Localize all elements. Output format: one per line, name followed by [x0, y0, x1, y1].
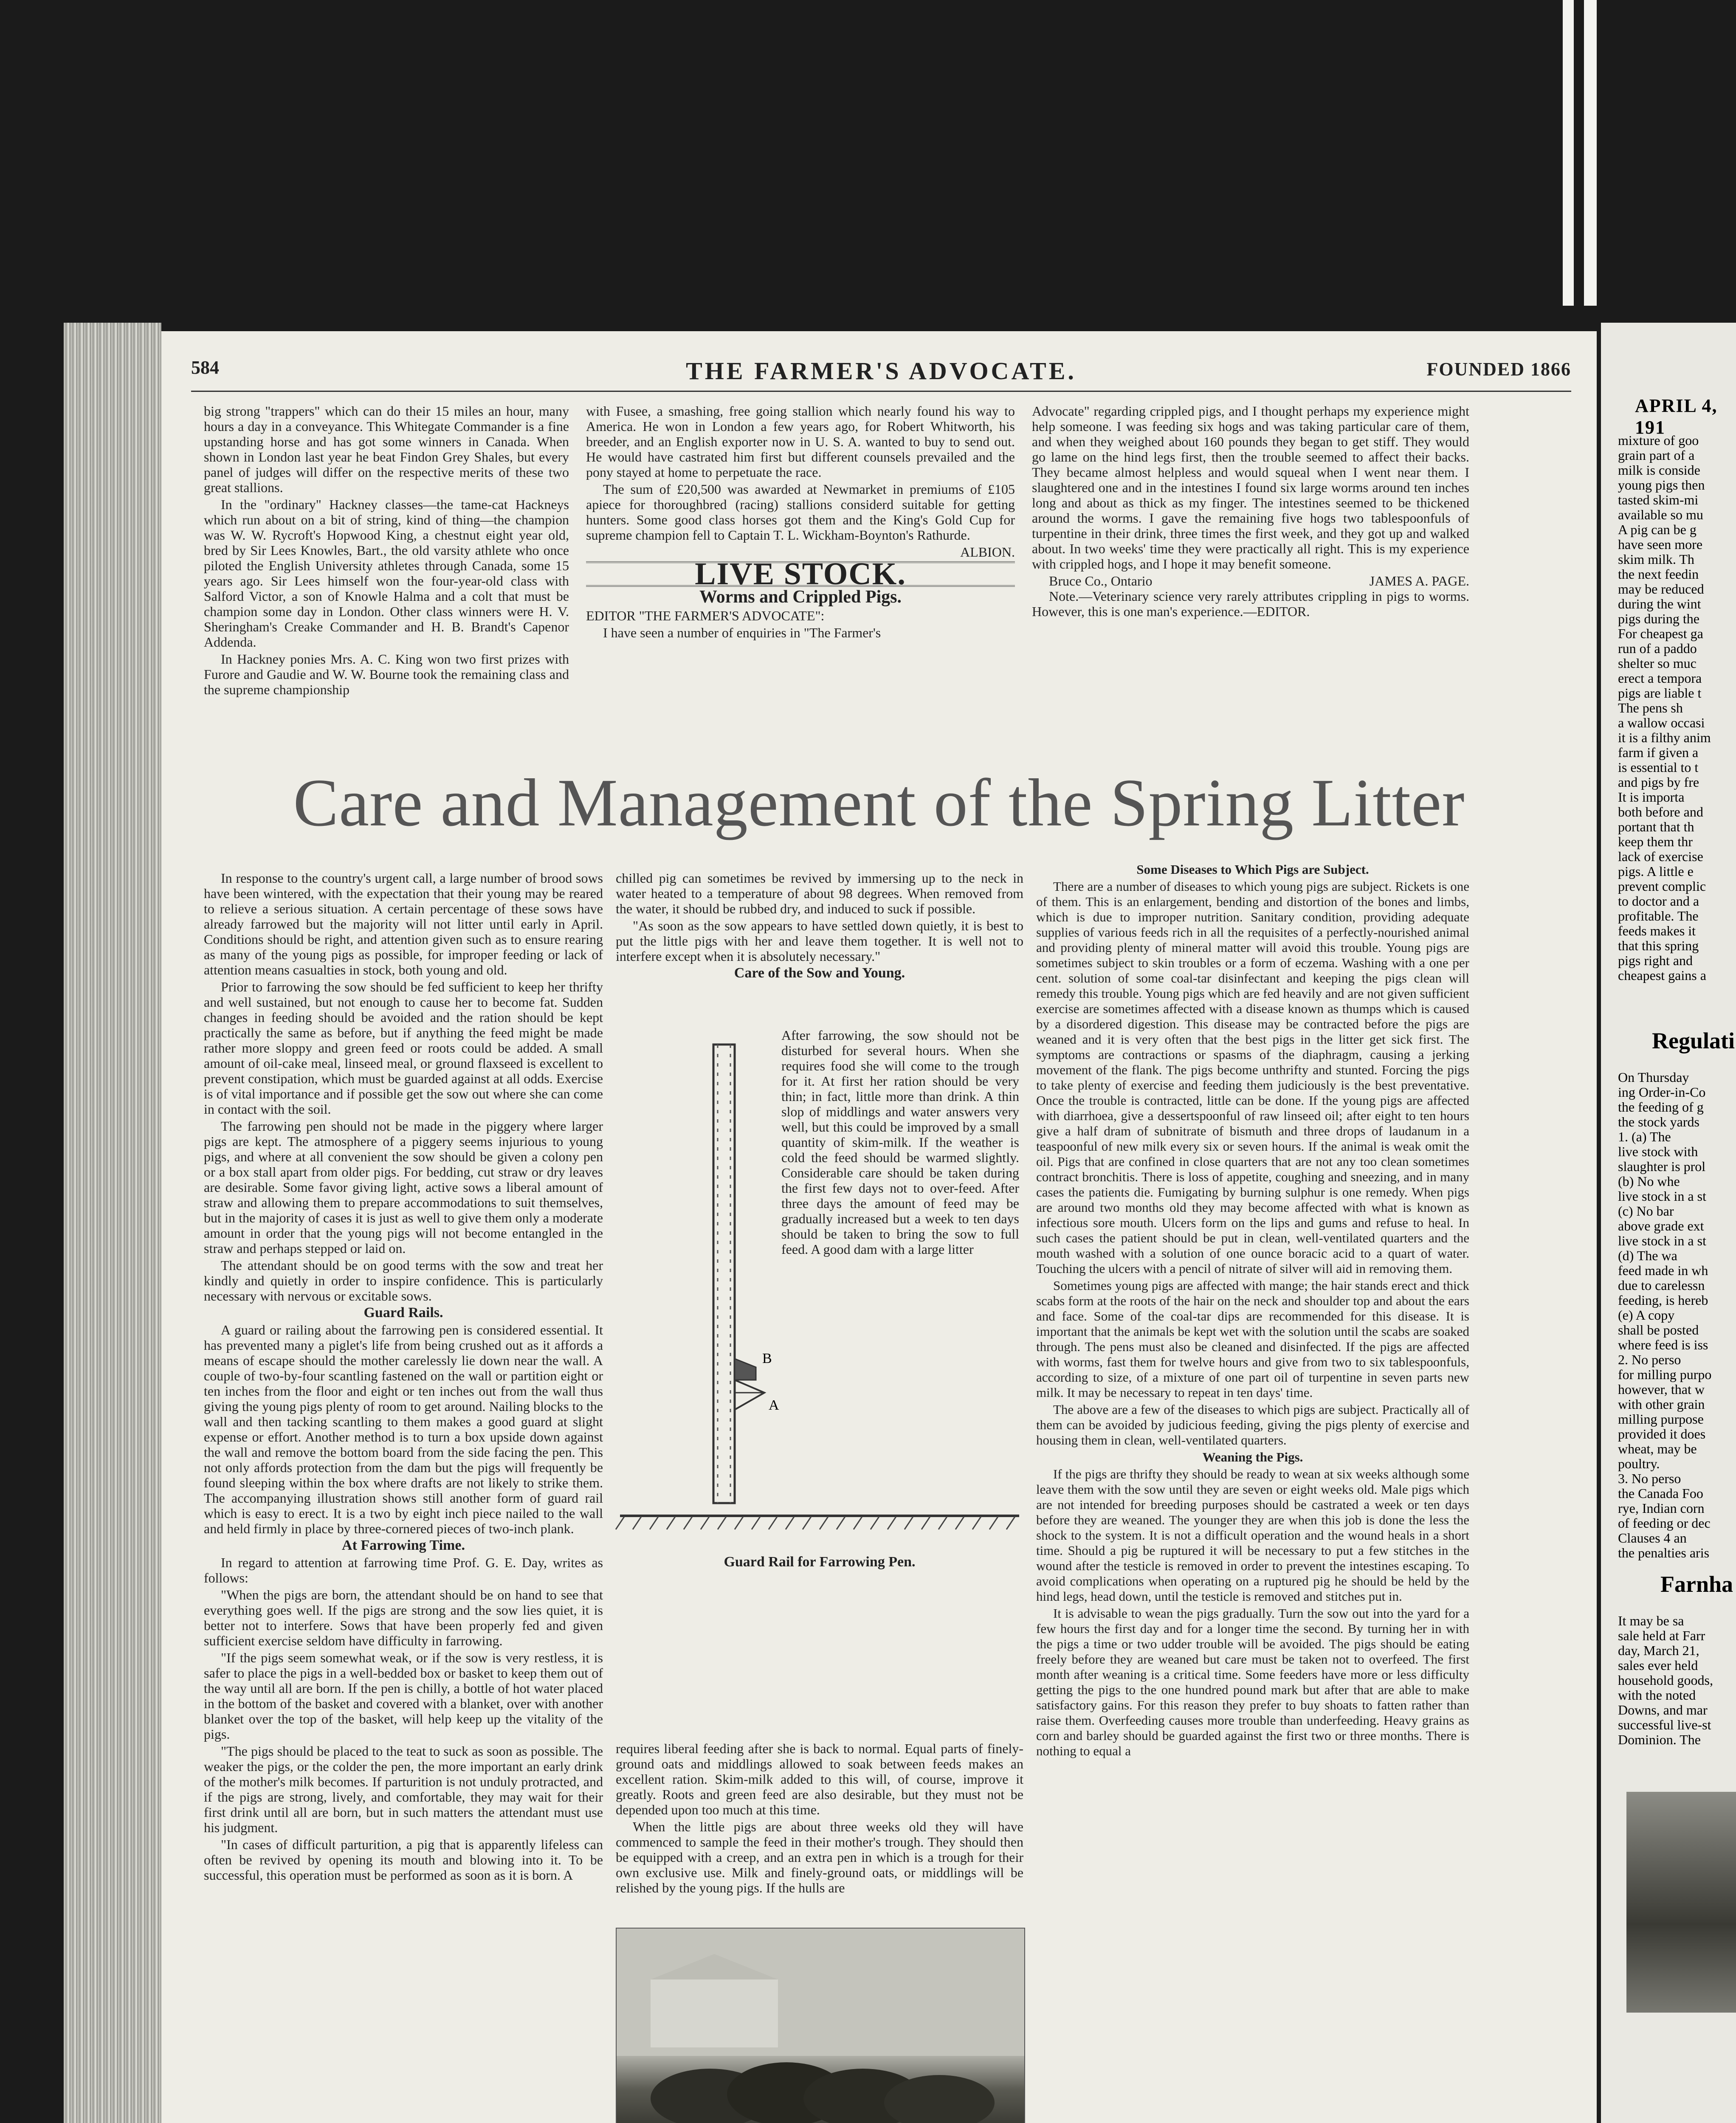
- paragraph: In the "ordinary" Hackney classes—the tame-cat Hackneys which run about on a bit of string, kind of thing—the champion was W. W. Rycroft's Hopwood King, a chestnut eight year old, bred by Sir Lees Knowles, Bart., the old varsity athlete who once piloted the English University athletes through Canada, some 15 years ago. Sir Lees himself won the four-year-old class with Salford Victor, a son of Knowle Halma and a colt that must be champion some day in London. Other class winners were H. V. Sheringham's Creake Commander and H. B. Brandt's Capenor Addenda.: [204, 497, 569, 650]
- neighbor-line: grain part of a: [1618, 448, 1695, 463]
- neighbor-line: feeds makes it: [1618, 923, 1696, 938]
- neighbor-line: It is importa: [1618, 789, 1685, 805]
- neighbor-line: run of a paddo: [1618, 641, 1697, 656]
- guard-rail-caption: Guard Rail for Farrowing Pen.: [724, 1554, 916, 1570]
- neighbor-line: pigs are liable t: [1618, 685, 1702, 701]
- neighbor-lines-bottom: [1618, 1613, 1713, 1747]
- neighbor-line: On Thursday: [1618, 1070, 1689, 1085]
- page-number: 584: [191, 357, 219, 378]
- neighbor-photo: [1626, 1792, 1736, 2013]
- film-bar-top-1: [1563, 0, 1574, 306]
- neighbor-line: 1. (a) The: [1618, 1129, 1671, 1144]
- neighbor-line: to doctor and a: [1618, 893, 1699, 909]
- neighbor-line: slaughter is prol: [1618, 1159, 1706, 1174]
- neighbor-line: milk is conside: [1618, 462, 1700, 478]
- publication-title: THE FARMER'S ADVOCATE.: [686, 357, 1077, 385]
- signature-albion: ALBION.: [960, 544, 1015, 560]
- farrowing-heading: At Farrowing Time.: [342, 1537, 465, 1553]
- article-column-3: [1036, 862, 1469, 1760]
- paragraph: A guard or railing about the farrowing pen is considered essential. It has prevented many a piglet's life from being crushed out as it affords a means of escape should the mother carelessly lie down near the wall. A couple of two-by-four scantling fastened on the wall or partition eight or ten inches from the floor and eight or ten inches out from the wall thus giving the young pigs plenty of room to get around. Nailing blocks to the wall and then tacking scantling to them makes a good guard at slight expense or effort. Another method is to turn a box upside down against the wall and remove the bottom board from the side facing the pen. This not only affords protection from the dam but the pigs will frequently be found sleeping within the box where drafts are not likely to strike them. The accompanying illustration shows still another form of guard rail which is easy to erect. It is a two by eight inch piece nailed to the wall and held firmly in place by three-cornered pieces of two-inch plank.: [204, 1322, 603, 1536]
- neighbor-line: live stock with: [1618, 1144, 1698, 1159]
- shoats-photo: [616, 1928, 1025, 2123]
- neighbor-line: shelter so muc: [1618, 656, 1697, 671]
- editor-line: EDITOR "THE FARMER'S ADVOCATE":: [586, 608, 825, 623]
- neighbor-line: skim milk. Th: [1618, 552, 1694, 567]
- paragraph: In response to the country's urgent call, a large number of brood sows have been wintered, with the expectation that their young may be reared to relieve a serious situation. A certain percentage of these sows have already farrowed but the majority will not litter until early in April. Conditions should be right, and attention given such as to ensure rearing as many of the young pigs as possible, for improper feeding or lack of attention means casualties in stock, both young and old.: [204, 870, 603, 977]
- neighbor-line: provided it does: [1618, 1426, 1706, 1442]
- founded-label: FOUNDED 1866: [1426, 359, 1571, 380]
- neighbor-line: live stock in a st: [1618, 1233, 1706, 1248]
- paragraph: "If the pigs seem somewhat weak, or if the sow is very restless, it is safer to place the pigs in a well-bedded box or basket to keep them out of the way until all are born. If the pen is chilly, a bottle of hot water placed in the bottom of the basket and covered with a blanket, over with another blanket over the top of the basket, will help keep up the vitality of the pigs.: [204, 1650, 603, 1742]
- neighbor-page: [1601, 323, 1736, 2123]
- paragraph: big strong "trappers" which can do their 15 miles an hour, many hours a day in a conveyance. This Whitegate Commander is a fine upstanding horse and has got some winners in Canada. When shown in London last year he beat Findon Grey Shales, but every panel of judges will differ on the respective merits of these two great stallions.: [204, 403, 569, 495]
- paragraph: "In cases of difficult parturition, a pig that is apparently lifeless can often be revived by opening its mouth and blowing into it. To be successful, this operation must be performed as soon as it is born. A: [204, 1837, 603, 1883]
- neighbor-line: may be reduced: [1618, 581, 1704, 597]
- label-a: A: [769, 1397, 779, 1413]
- neighbor-line: that this spring: [1618, 938, 1699, 953]
- neighbor-line: with other grain: [1618, 1397, 1705, 1412]
- film-bar-top-2: [1584, 0, 1597, 306]
- paragraph: Prior to farrowing the sow should be fed sufficient to keep her thrifty and well sustained, but not enough to cause her to become fat. Sudden changes in feeding should be avoided and the ration should be kept practically the same as before, but if anything the feed might be made rather more sloppy and green feed or roots could be added. A small amount of oil-cake meal, linseed meal, or ground flaxseed is excellent to prevent constipation, which must be guarded against at all odds. Exercise is of vital importance and if possible get the sow out where she can come in contact with the soil.: [204, 979, 603, 1117]
- neighbor-line: successful live-st: [1618, 1717, 1711, 1732]
- neighbor-line: feed made in wh: [1618, 1263, 1708, 1278]
- neighbor-line: is essential to t: [1618, 760, 1699, 775]
- neighbor-line: the next feedin: [1618, 566, 1699, 582]
- neighbor-line: household goods,: [1618, 1672, 1713, 1688]
- paragraph: The attendant should be on good terms with the sow and treat her kindly and quietly in order to inspire confidence. This is particularly necessary with nervous or excitable sows.: [204, 1258, 603, 1304]
- top-column-3: [1032, 403, 1469, 621]
- neighbor-heading-2: Farnha: [1660, 1571, 1733, 1597]
- editor-note: Note.—Veterinary science very rarely attributes crippling in pigs to worms. However, this is one man's experience.—EDITOR.: [1032, 588, 1469, 619]
- letter-signature: JAMES A. PAGE.: [1369, 573, 1469, 588]
- paragraph: I have seen a number of enquiries in "The Farmer's: [603, 625, 881, 640]
- neighbor-line: rye, Indian corn: [1618, 1501, 1705, 1516]
- care-heading: Care of the Sow and Young.: [734, 965, 905, 981]
- neighbor-line: for milling purpo: [1618, 1367, 1712, 1382]
- guard-rail-illustration: [616, 1028, 777, 1537]
- neighbor-line: and pigs by fre: [1618, 774, 1699, 790]
- neighbor-line: 3. No perso: [1618, 1471, 1681, 1486]
- neighbor-line: (e) A copy: [1618, 1307, 1675, 1323]
- neighbor-line: poultry.: [1618, 1456, 1660, 1471]
- header-rule: [191, 391, 1571, 392]
- neighbor-line: portant that th: [1618, 819, 1694, 834]
- paragraph: "The pigs should be placed to the teat to suck as soon as possible. The weaker the pigs, or the colder the pen, the more important an early drink of the mother's milk becomes. If parturition is not unduly protracted, and if the pigs are strong, lively, and comfortable, they may wait for their first drink until all are born, but in such matters the attendant must use his judgment.: [204, 1743, 603, 1835]
- neighbor-line: mixture of goo: [1618, 433, 1699, 448]
- newspaper-page: [161, 331, 1597, 2123]
- neighbor-line: 2. No perso: [1618, 1352, 1681, 1367]
- paragraph: When the little pigs are about three weeks old they will have commenced to sample the feed in their mother's trough. They should then be equipped with a creep, and an extra pen in which is a trough for their own exclusive use. Milk and finely-ground oats, or middlings will be relished by the young pigs. If the hulls are: [616, 1819, 1023, 1895]
- paragraph: "As soon as the sow appears to have settled down quietly, it is best to put the little pigs with her and leave them together. It is well not to interfere except when it is absolutely necessary.": [616, 918, 1023, 964]
- paragraph: with Fusee, a smashing, free going stallion which nearly found his way to America. He won in London a few years ago, for Robert Whitworth, his breeder, and an English exporter now in U. S. A. wanted to buy to send out. He would have castrated him first but different counsels prevailed and the pony stayed at home to perpetuate the race.: [586, 403, 1015, 480]
- paragraph: requires liberal feeding after she is back to normal. Equal parts of finely-ground oats and middlings allowed to soak between feeds makes an excellent ration. Skim-milk added to this will, of course, improve it greatly. Roots and green feed are also desirable, but they must not be depended upon too much at this time.: [616, 1741, 1023, 1817]
- neighbor-line: the feeding of g: [1618, 1099, 1704, 1115]
- neighbor-line: profitable. The: [1618, 908, 1699, 924]
- top-column-2: [586, 403, 1015, 642]
- paragraph: The sum of £20,500 was awarded at Newmarket in premiums of £105 apiece for thoroughbred (racing) stallions considerd suitable for getting hunters. Some good class horses got them and the King's Gold Cup for supreme champion fell to Captain T. L. Wickham-Boynton's Rathurde.: [586, 481, 1015, 543]
- page-header: [191, 357, 1571, 395]
- neighbor-line: with the noted: [1618, 1687, 1696, 1703]
- neighbor-line: pigs during the: [1618, 611, 1699, 626]
- neighbor-line: live stock in a st: [1618, 1188, 1706, 1204]
- neighbor-lines-mid: [1618, 1070, 1711, 1560]
- letter-signoff: [1032, 573, 1469, 588]
- neighbor-line: (c) No bar: [1618, 1203, 1674, 1219]
- paragraph: If the pigs are thrifty they should be ready to wean at six weeks although some leave them with the sow until they are seven or eight weeks old. Male pigs which are not intended for breeding purposes should be castrated a week or ten days before they are weaned. The younger they are when this job is done the less the shock to the system. It is not a difficult operation and the wound heals in a short time. Should a pig be ruptured it will be necessary to put a few stitches in the wound after the testicle is removed in order to prevent the intestines escaping. To avoid complications when operating on a ruptured pig he should be held by the hind legs, head down, until the testicle is removed and stitches put in.: [1036, 1467, 1469, 1604]
- top-column-1: [204, 403, 569, 699]
- neighbor-line: Downs, and mar: [1618, 1702, 1708, 1718]
- paragraph: The above are a few of the diseases to which pigs are subject. Practically all of them can be avoided by judicious feeding, giving the pigs plenty of exercise and housing them in clean, well-ventilated quarters.: [1036, 1402, 1469, 1447]
- neighbor-line: sale held at Farr: [1618, 1628, 1705, 1643]
- neighbor-line: A pig can be g: [1618, 522, 1697, 537]
- shoats-image: [617, 1929, 1024, 2123]
- neighbor-line: prevent complic: [1618, 878, 1706, 894]
- neighbor-line: feeding, is hereb: [1618, 1292, 1708, 1308]
- label-b: B: [762, 1351, 772, 1366]
- article-title: Care and Management of the Spring Litter: [293, 765, 1465, 840]
- guard-rail-figure: [616, 1028, 1023, 1720]
- worms-heading: Worms and Crippled Pigs.: [699, 587, 902, 607]
- paragraph: In Hackney ponies Mrs. A. C. King won two first prizes with Furore and Gaudie and W. W. Bourne took the remaining class and the supreme championship: [204, 651, 569, 697]
- live-stock-heading: LIVE STOCK.: [586, 561, 1015, 587]
- neighbor-line: For cheapest ga: [1618, 626, 1703, 641]
- neighbor-line: pigs. A little e: [1618, 864, 1694, 879]
- neighbor-line: (b) No whe: [1618, 1174, 1680, 1189]
- neighbor-line: young pigs then: [1618, 477, 1705, 493]
- neighbor-line: farm if given a: [1618, 745, 1699, 760]
- paragraph: The farrowing pen should not be made in the piggery where larger pigs are kept. The atmosphere of a piggery seems injurious to young pigs, and where at all convenient the sow should be given a colony pen or a box stall apart from older pigs. For bedding, cut straw or dry leaves are desirable. Some favor giving light, active sows a liberal amount of straw and allowing them to prepare accommodations to suit themselves, but in the majority of cases it is just as well to give them only a moderate amount in order that the young pigs will not become entangled in the straw and perhaps stepped or laid on.: [204, 1118, 603, 1256]
- guard-rails-heading: Guard Rails.: [364, 1305, 443, 1321]
- neighbor-line: keep them thr: [1618, 834, 1693, 849]
- neighbor-line: shall be posted: [1618, 1322, 1699, 1337]
- book-binding-edge: [64, 323, 161, 2123]
- neighbor-line: it is a filthy anim: [1618, 730, 1711, 745]
- paragraph: It is advisable to wean the pigs gradually. Turn the sow out into the yard for a few hours the first day and for a longer time the second. By turning her in with the pigs a time or two udder trouble will be avoided. The pigs should be eating freely before they are weaned but care must be taken not to overfeed. The first month after weaning is a critical time. Some feeders have more or less difficulty getting the pigs to the one hundred pound mark but after that are able to make satisfactory gains. For this reason they prefer to buy shoats to fatten rather than raise them. Overfeeding causes more trouble than underfeeding. Heavy grains as corn and barley should be guarded against the first two or three months. There is nothing to equal a: [1036, 1606, 1469, 1758]
- neighbor-line: where feed is iss: [1618, 1337, 1708, 1352]
- diseases-heading: Some Diseases to Which Pigs are Subject.: [1136, 862, 1369, 877]
- neighbor-line: wheat, may be: [1618, 1441, 1697, 1456]
- article-column-2-mid: [616, 1741, 1023, 1897]
- paragraph: chilled pig can sometimes be revived by immersing up to the neck in water heated to a temperature of about 98 degrees. When removed from the water, it should be rubbed dry, and induced to suck if possible.: [616, 870, 1023, 916]
- neighbor-line: The pens sh: [1618, 700, 1683, 715]
- neighbor-line: the Canada Foo: [1618, 1486, 1703, 1501]
- weaning-heading: Weaning the Pigs.: [1202, 1450, 1303, 1464]
- neighbor-line: Clauses 4 an: [1618, 1530, 1687, 1546]
- neighbor-heading-1: Regulati: [1652, 1028, 1735, 1053]
- neighbor-line: erect a tempora: [1618, 670, 1702, 686]
- neighbor-line: sales ever held: [1618, 1658, 1698, 1673]
- neighbor-line: day, March 21,: [1618, 1643, 1699, 1658]
- paragraph: "When the pigs are born, the attendant should be on hand to see that everything goes well. If the pigs are strong and the sow lies quiet, it is better not to interfere. Sows that have been properly fed and given sufficient exercise seldom have difficulty in farrowing.: [204, 1587, 603, 1648]
- neighbor-line: during the wint: [1618, 596, 1701, 611]
- paragraph: In regard to attention at farrowing time Prof. G. E. Day, writes as follows:: [204, 1555, 603, 1585]
- neighbor-line: cheapest gains a: [1618, 968, 1706, 983]
- neighbor-date: APRIL 4, 191: [1635, 395, 1718, 438]
- paragraph: There are a number of diseases to which young pigs are subject. Rickets is one of them. This is an enlargement, bending and distortion of the bones and limbs, which is due to improper nutrition. Sanitary condition, providing adequate supplies of various feeds rich in all the requisites of a perfectly-nourished animal and providing plenty of mineral matter will avoid this trouble. Young pigs are sometimes subject to skin troubles or a form of eczema. Washing with a one per cent. solution of some coal-tar disinfectant and keeping the pigs clean will remedy this trouble. Young pigs which are fed heavily and are not given sufficient exercise are sometimes affected with a disease known as thumps which is caused by a disordered digestion. This disease may be contracted before the pigs are weaned and it is very often that the best pigs in the litter get sick first. The symptoms are contractions or spasms of the diaphragm, causing a jerking movement of the flank. The pigs become unthrifty and stunted. Forcing the pigs to take plenty of exercise and feeding them judiciously is the best preventative. Once the trouble is contracted, little can be done. If the young pigs are affected with diarrhoea, give a dessertspoonful of raw linseed oil; after eight to ten hours give a half dram of subnitrate of bismuth and three drops of laudanum in a teaspoonful of new milk every six or seven hours. If the animal is weak omit the oil. Pigs that are confined in close quarters that are not any too clean sometimes contract bronchitis. There is loss of appetite, coughing and sneezing, and in many cases the patients die. Fumigating by burning sulphur is one remedy. When pigs are around two months old they may become affected with what is known as infectious sore mouth. Ulcers form on the lips and gums and refuse to heal. In such cases the patient should be put in clean, well-ventilated quarters and the mouth washed with a solution of one ounce boracic acid to a quart of water. Touching the ulcers with a pencil of nitrate of silver will aid in removing them.: [1036, 879, 1469, 1276]
- paragraph: Sometimes young pigs are affected with mange; the hair stands erect and thick scabs form at the roots of the hair on the neck and shoulder top and about the ears and face. Some of the coal-tar dips are recommended for this disease. It is important that the animals be kept wet with the solution until the scabs are soaked through. The pens must also be cleaned and disinfected. If the pigs are affected with worms, fast them for twelve hours and give from two to six tablespoonfuls, according to size, of a mixture of one part oil of turpentine in seven parts new milk. It may be necessary to repeat in ten days' time.: [1036, 1278, 1469, 1400]
- paragraph: Advocate" regarding crippled pigs, and I thought perhaps my experience might help someone. I was feeding six hogs and was taking particular care of them, and when they weighed about 160 pounds they began to get stiff. They would go lame on the hind legs first, then the trouble seemed to affect their backs. They became almost helpless and would squeal when I went near them. I slaughtered one and in the intestines I found six large worms around ten inches long and about as thick as my finger. The intestines seemed to be thickened around the worms. I gave the remaining five hogs two tablespoonfuls of turpentine in their drink, three times the first week, and they got up and walked about. In two weeks' time they were practically all right. This is my experience with crippled hogs, and I hope it may benefit someone.: [1032, 403, 1469, 572]
- neighbor-line: the penalties aris: [1618, 1545, 1710, 1560]
- care-text: After farrowing, the sow should not be disturbed for several hours. When she requires food she will come to the trough for it. At first her ration should be very thin; in fact, little more than drink. A thin slop of middlings and water answers very well, but this could be improved by a small quantity of skim-milk. If the weather is cold the feed should be warmed slightly. Considerable care should be taken during the first few days not to over-feed. After three days the amount of feed may be gradually increased but a week to ten days should be taken to bring the sow to full feed. A good dam with a large litter: [781, 1028, 1019, 1257]
- neighbor-line: tasted skim-mi: [1618, 492, 1699, 507]
- neighbor-line: ing Order-in-Co: [1618, 1084, 1706, 1100]
- neighbor-line: lack of exercise: [1618, 849, 1703, 864]
- neighbor-lines-top: [1618, 433, 1711, 983]
- neighbor-line: the stock yards: [1618, 1114, 1699, 1129]
- floor-line: [616, 1507, 1023, 1541]
- neighbor-line: Dominion. The: [1618, 1732, 1701, 1747]
- neighbor-line: milling purpose: [1618, 1411, 1704, 1427]
- letter-place: Bruce Co., Ontario: [1049, 573, 1153, 588]
- article-column-1: [204, 870, 603, 1884]
- neighbor-line: due to carelessn: [1618, 1278, 1705, 1293]
- neighbor-line: pigs right and: [1618, 953, 1693, 968]
- neighbor-line: It may be sa: [1618, 1613, 1684, 1628]
- article-column-2-top: [616, 870, 1023, 983]
- neighbor-line: have seen more: [1618, 537, 1703, 552]
- neighbor-line: of feeding or dec: [1618, 1515, 1711, 1531]
- neighbor-line: available so mu: [1618, 507, 1703, 522]
- neighbor-line: however, that w: [1618, 1382, 1705, 1397]
- neighbor-line: both before and: [1618, 804, 1703, 819]
- neighbor-line: (d) The wa: [1618, 1248, 1677, 1263]
- neighbor-line: a wallow occasi: [1618, 715, 1705, 730]
- neighbor-line: above grade ext: [1618, 1218, 1704, 1233]
